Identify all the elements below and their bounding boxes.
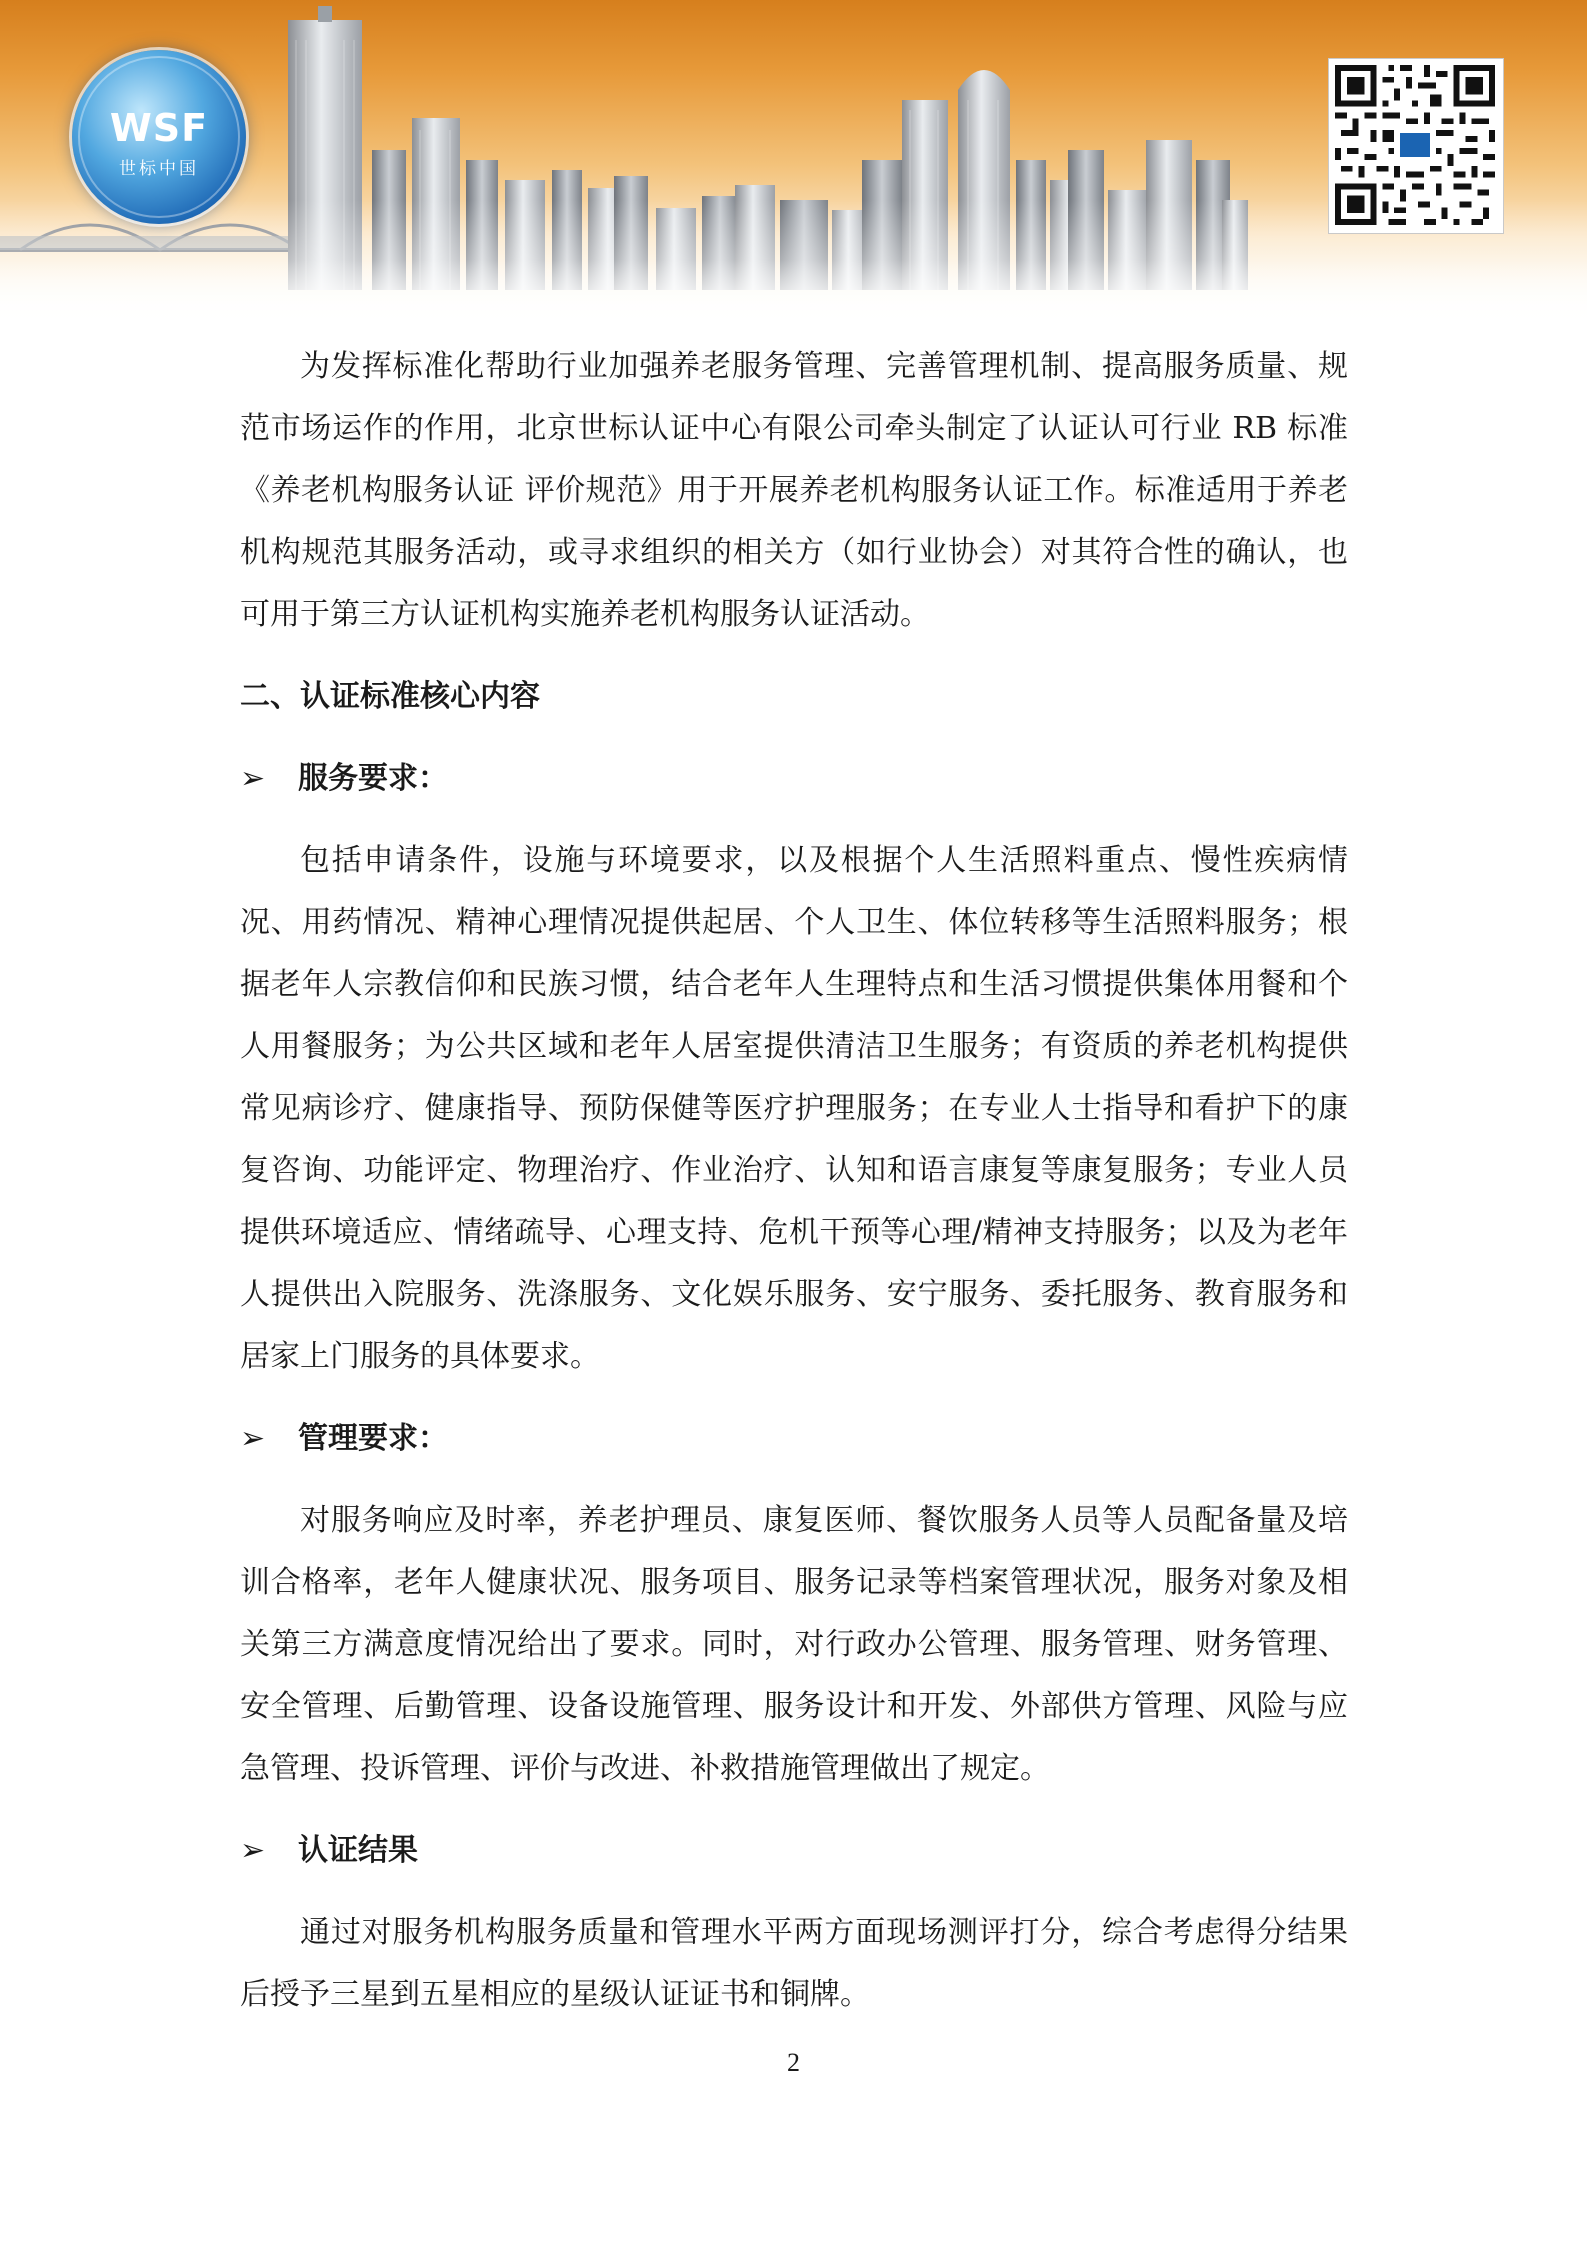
section-heading: 二、认证标准核心内容 (240, 679, 540, 714)
subsection-heading-service (240, 748, 1348, 810)
intro-paragraph: 为发挥标准化帮助行业加强养老服务管理、完善管理机制、提高服务质量、规范市场运作的作用，北京世标认证中心有限公司牵头制定了认证认可行业 RB 标准《养老机构服务认证 评价规范》用于开展养老机构服务认证工作。标准适用于养老机构规范其服务活动，或寻求组织的相关方（如行业协会）对其符合性的确认，也可用于第三方认证机构实施养老机构服务认证活动。 (240, 349, 1348, 632)
management-requirements-paragraph: 对服务响应及时率，养老护理员、康复医师、餐饮服务人员等人员配备量及培训合格率，老年人健康状况、服务项目、服务记录等档案管理状况，服务对象及相关第三方满意度情况给出了要求。同时，对行政办公管理、服务管理、财务管理、安全管理、后勤管理、设备设施管理、服务设计和开发、外部供方管理、风险与应急管理、投诉管理、评价与改进、补救措施管理做出了规定。 (240, 1503, 1348, 1786)
subsection-title: 管理要求： (298, 1421, 448, 1456)
subsection-title: 服务要求： (298, 761, 448, 796)
wsf-logo (72, 50, 246, 224)
header-banner (0, 0, 1587, 330)
document-body (240, 336, 1348, 2026)
qr-code-icon (1328, 58, 1504, 234)
service-requirements-paragraph: 包括申请条件，设施与环境要求，以及根据个人生活照料重点、慢性疾病情况、用药情况、精神心理情况提供起居、个人卫生、体位转移等生活照料服务；根据老年人宗教信仰和民族习惯，结合老年人生理特点和生活习惯提供集体用餐和个人用餐服务；为公共区域和老年人居室提供清洁卫生服务；有资质的养老机构提供常见病诊疗、健康指导、预防保健等医疗护理服务；在专业人士指导和看护下的康复咨询、功能评定、物理治疗、作业治疗、认知和语言康复等康复服务；专业人员提供环境适应、情绪疏导、心理支持、危机干预等心理/精神支持服务；以及为老年人提供出入院服务、洗涤服务、文化娱乐服务、安宁服务、委托服务、教育服务和居家上门服务的具体要求。 (240, 843, 1348, 1374)
arrow-bullet-icon: ➢ (240, 761, 266, 796)
subsection-title: 认证结果 (298, 1833, 418, 1868)
subsection-heading-result (240, 1820, 1348, 1882)
certification-result-paragraph: 通过对服务机构服务质量和管理水平两方面现场测评打分，综合考虑得分结果后授予三星到五星相应的星级认证证书和铜牌。 (240, 1915, 1348, 2012)
arrow-bullet-icon: ➢ (240, 1421, 266, 1456)
logo-subtitle: 世标中国 (119, 159, 199, 179)
logo-mark: WSF (109, 106, 209, 150)
arrow-bullet-icon: ➢ (240, 1833, 266, 1868)
subsection-heading-management (240, 1408, 1348, 1470)
page-number: 2 (787, 2048, 800, 2077)
